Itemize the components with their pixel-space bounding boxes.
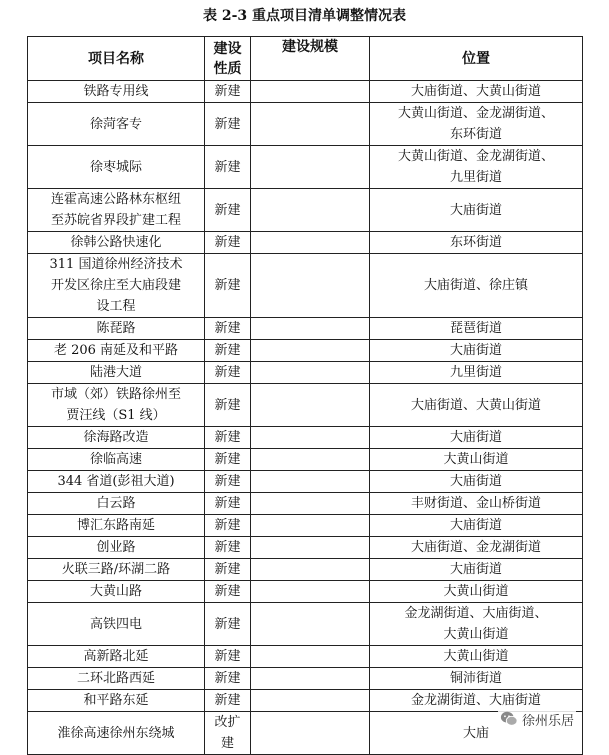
location-cell: 大黄山街道: [370, 646, 583, 668]
project-name-cell: 淮徐高速徐州东绕城: [28, 712, 205, 755]
build-type-cell: 新建: [205, 254, 251, 318]
build-type-cell: 新建: [205, 493, 251, 515]
build-scale-cell: [251, 712, 370, 755]
project-name-cell: 徐枣城际: [28, 146, 205, 189]
table-row: [28, 449, 583, 471]
table-row: [28, 362, 583, 384]
build-scale-cell: [251, 103, 370, 146]
table-row: [28, 427, 583, 449]
build-type-cell: 新建: [205, 471, 251, 493]
table-row: [28, 559, 583, 581]
build-scale-cell: [251, 384, 370, 427]
table-row: [28, 581, 583, 603]
build-scale-cell: [251, 340, 370, 362]
table-row: [28, 189, 583, 232]
table-row: [28, 146, 583, 189]
build-scale-cell: [251, 189, 370, 232]
table-title: 表 2-3 重点项目清单调整情况表: [202, 8, 407, 24]
table-row: [28, 537, 583, 559]
build-scale-cell: [251, 232, 370, 254]
build-scale-cell: [251, 690, 370, 712]
build-type-cell: 新建: [205, 581, 251, 603]
location-cell: 大庙街道: [370, 559, 583, 581]
header-type: 建设 性质: [205, 37, 251, 81]
build-type-cell: 新建: [205, 318, 251, 340]
header-name: 项目名称: [28, 37, 205, 81]
build-scale-cell: [251, 493, 370, 515]
build-type-cell: 新建: [205, 603, 251, 646]
build-scale-cell: [251, 668, 370, 690]
location-cell: 大庙: [370, 712, 583, 755]
location-cell: 大庙街道: [370, 340, 583, 362]
build-scale-cell: [251, 646, 370, 668]
location-cell: 金龙湖街道、大庙街道: [370, 690, 583, 712]
build-scale-cell: [251, 559, 370, 581]
table-row: [28, 81, 583, 103]
table-row: [28, 515, 583, 537]
table-row: [28, 603, 583, 646]
header-scale: 建设规模: [251, 37, 370, 81]
location-cell: 大庙街道、大黄山街道: [370, 81, 583, 103]
location-cell: 大黄山街道、金龙湖街道、 九里街道: [370, 146, 583, 189]
project-name-cell: 大黄山路: [28, 581, 205, 603]
build-scale-cell: [251, 471, 370, 493]
table-row: [28, 254, 583, 318]
project-name-cell: 博汇东路南延: [28, 515, 205, 537]
location-cell: 大庙街道: [370, 471, 583, 493]
watermark-text: 徐州乐居: [522, 713, 575, 729]
project-name-cell: 和平路东延: [28, 690, 205, 712]
location-cell: 九里街道: [370, 362, 583, 384]
build-type-cell: 新建: [205, 384, 251, 427]
project-name-cell: 创业路: [28, 537, 205, 559]
build-type-cell: 新建: [205, 690, 251, 712]
project-name-cell: 344 省道(彭祖大道): [28, 471, 205, 493]
location-cell: 大黄山街道、金龙湖街道、 东环街道: [370, 103, 583, 146]
build-type-cell: 新建: [205, 362, 251, 384]
location-cell: 丰财街道、金山桥街道: [370, 493, 583, 515]
build-type-cell: 新建: [205, 340, 251, 362]
project-table: [27, 36, 583, 755]
table-row: [28, 493, 583, 515]
build-scale-cell: [251, 362, 370, 384]
location-cell: 大庙街道: [370, 515, 583, 537]
build-scale-cell: [251, 603, 370, 646]
header-location: 位置: [370, 37, 583, 81]
location-cell: 铜沛街道: [370, 668, 583, 690]
build-scale-cell: [251, 318, 370, 340]
project-name-cell: 高铁四电: [28, 603, 205, 646]
table-row: [28, 232, 583, 254]
location-cell: 大庙街道: [370, 189, 583, 232]
project-name-cell: 铁路专用线: [28, 81, 205, 103]
build-scale-cell: [251, 81, 370, 103]
location-cell: 金龙湖街道、大庙街道、 大黄山街道: [370, 603, 583, 646]
wechat-icon: [500, 710, 518, 728]
build-type-cell: 新建: [205, 189, 251, 232]
build-type-cell: 新建: [205, 646, 251, 668]
location-cell: 大庙街道: [370, 427, 583, 449]
project-name-cell: 陈琵路: [28, 318, 205, 340]
build-type-cell: 新建: [205, 146, 251, 189]
watermark: [498, 708, 576, 730]
build-type-cell: 新建: [205, 449, 251, 471]
build-type-cell: 新建: [205, 559, 251, 581]
build-type-cell: 新建: [205, 103, 251, 146]
build-type-cell: 新建: [205, 427, 251, 449]
build-type-cell: 新建: [205, 668, 251, 690]
project-name-cell: 火联三路/环湖二路: [28, 559, 205, 581]
location-cell: 琵琶街道: [370, 318, 583, 340]
table-row: [28, 646, 583, 668]
build-scale-cell: [251, 449, 370, 471]
location-cell: 大黄山街道: [370, 581, 583, 603]
project-name-cell: 市域（郊）铁路徐州至 贾汪线（S1 线）: [28, 384, 205, 427]
table-row: [28, 668, 583, 690]
project-name-cell: 徐韩公路快速化: [28, 232, 205, 254]
build-type-cell: 新建: [205, 537, 251, 559]
build-scale-cell: [251, 515, 370, 537]
project-name-cell: 二环北路西延: [28, 668, 205, 690]
build-scale-cell: [251, 146, 370, 189]
project-name-cell: 徐海路改造: [28, 427, 205, 449]
table-row: [28, 471, 583, 493]
project-name-cell: 徐临高速: [28, 449, 205, 471]
project-name-cell: 白云路: [28, 493, 205, 515]
table-row: [28, 384, 583, 427]
table-row: [28, 318, 583, 340]
project-name-cell: 311 国道徐州经济技术 开发区徐庄至大庙段建 设工程: [28, 254, 205, 318]
location-cell: 大庙街道、金龙湖街道: [370, 537, 583, 559]
location-cell: 大黄山街道: [370, 449, 583, 471]
table-header-row: [28, 37, 583, 81]
location-cell: 东环街道: [370, 232, 583, 254]
build-type-cell: 新建: [205, 232, 251, 254]
project-name-cell: 连霍高速公路林东枢纽 至苏皖省界段扩建工程: [28, 189, 205, 232]
build-scale-cell: [251, 581, 370, 603]
location-cell: 大庙街道、徐庄镇: [370, 254, 583, 318]
project-name-cell: 陆港大道: [28, 362, 205, 384]
project-name-cell: 徐菏客专: [28, 103, 205, 146]
build-type-cell: 改扩 建: [205, 712, 251, 755]
table-row: [28, 340, 583, 362]
build-scale-cell: [251, 254, 370, 318]
project-name-cell: 高新路北延: [28, 646, 205, 668]
location-cell: 大庙街道、大黄山街道: [370, 384, 583, 427]
build-scale-cell: [251, 537, 370, 559]
table-row: [28, 103, 583, 146]
build-scale-cell: [251, 427, 370, 449]
build-type-cell: 新建: [205, 515, 251, 537]
build-type-cell: 新建: [205, 81, 251, 103]
project-name-cell: 老 206 南延及和平路: [28, 340, 205, 362]
